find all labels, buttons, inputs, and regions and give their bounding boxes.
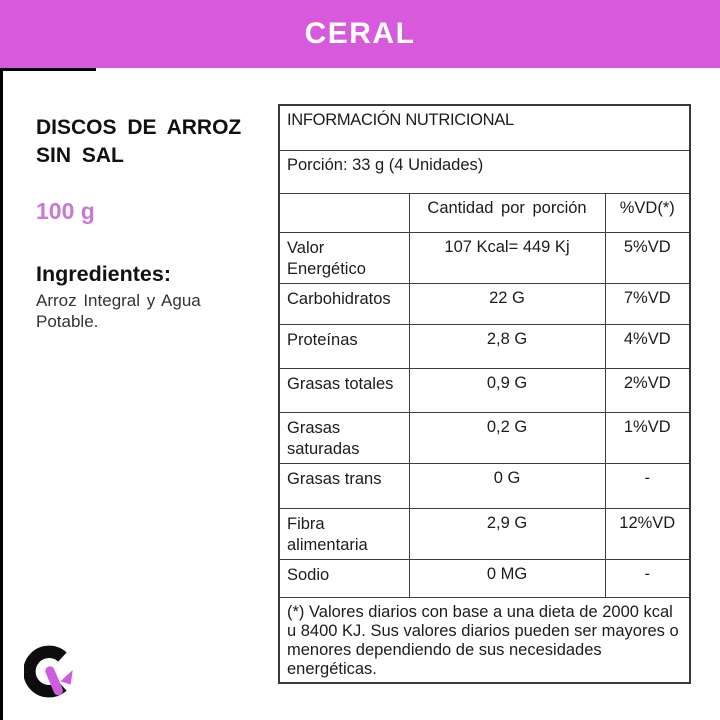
row-label: Proteínas	[279, 325, 409, 369]
row-amount: 107 Kcal= 449 Kj	[409, 233, 605, 284]
row-amount: 0 MG	[409, 560, 605, 598]
left-border-line	[0, 68, 3, 720]
row-amount: 22 G	[409, 284, 605, 325]
ingredients-label: Ingredientes:	[36, 262, 171, 286]
product-name-line2: SIN SAL	[36, 144, 124, 167]
logo-accent-arrow-icon	[60, 670, 72, 685]
table-row	[279, 560, 690, 598]
row-amount: 0,2 G	[409, 413, 605, 464]
ingredients-text: Arroz Integral y Agua Potable.	[36, 291, 201, 331]
row-vd: 7%VD	[605, 284, 690, 325]
portion-text: Porción: 33 g (4 Unidades)	[279, 151, 690, 194]
table-row	[279, 509, 690, 560]
row-vd: 4%VD	[605, 325, 690, 369]
row-label: Grasas saturadas	[279, 413, 409, 464]
row-label: Carbohidratos	[279, 284, 409, 325]
table-title-row	[279, 105, 690, 151]
table-row	[279, 369, 690, 413]
row-amount: 2,9 G	[409, 509, 605, 560]
table-row	[279, 413, 690, 464]
column-header-row	[279, 194, 690, 233]
row-label: Valor Energético	[279, 233, 409, 284]
col-header-empty	[279, 194, 409, 233]
row-label: Fibra alimentaria	[279, 509, 409, 560]
product-name	[36, 114, 261, 170]
table-row	[279, 464, 690, 509]
footnote-text: (*) Valores diarios con base a una dieta de 2000 kcal u 8400 KJ. Sus valores diarios pueden ser mayores o menores dependiendo de sus necesidades energéticas.	[279, 598, 690, 684]
row-vd: 1%VD	[605, 413, 690, 464]
nutrition-table	[278, 104, 691, 684]
row-amount: 2,8 G	[409, 325, 605, 369]
row-vd: -	[605, 560, 690, 598]
portion-row	[279, 151, 690, 194]
row-vd: -	[605, 464, 690, 509]
row-vd: 12%VD	[605, 509, 690, 560]
product-name-line1: DISCOS DE ARROZ	[36, 116, 242, 139]
product-weight: 100 g	[36, 198, 95, 224]
row-label: Sodio	[279, 560, 409, 598]
row-vd: 2%VD	[605, 369, 690, 413]
col-header-vd: %VD(*)	[605, 194, 690, 233]
row-label: Grasas totales	[279, 369, 409, 413]
table-row	[279, 284, 690, 325]
row-label: Grasas trans	[279, 464, 409, 509]
row-vd: 5%VD	[605, 233, 690, 284]
top-left-border-line	[0, 68, 96, 71]
row-amount: 0 G	[409, 464, 605, 509]
row-amount: 0,9 G	[409, 369, 605, 413]
footnote-row	[279, 598, 690, 684]
table-title: INFORMACIÓN NUTRICIONAL	[279, 105, 690, 151]
table-row	[279, 233, 690, 284]
brand-logo-icon	[24, 642, 78, 700]
table-row	[279, 325, 690, 369]
brand-banner	[0, 0, 720, 68]
brand-title: CERAL	[304, 17, 416, 50]
col-header-amount: Cantidad por porción	[409, 194, 605, 233]
